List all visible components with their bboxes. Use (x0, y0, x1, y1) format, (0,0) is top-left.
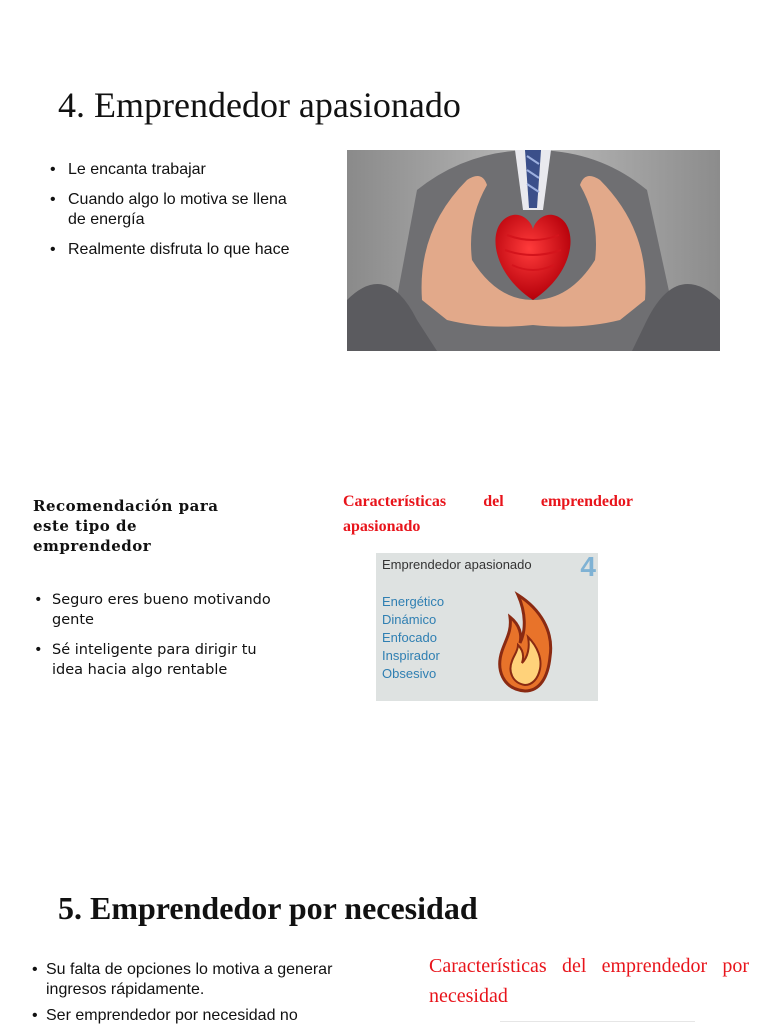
list-item: • Cuando algo lo motiva se llena de energía (48, 190, 298, 230)
trait-item: Inspirador (382, 648, 440, 663)
passionate-entrepreneur-card (376, 553, 598, 701)
flame-icon (496, 591, 554, 695)
section5-bullet-list (32, 960, 362, 1032)
section4-title: 4. Emprendedor apasionado (58, 85, 461, 125)
list-item: • Ser emprendedor por necesidad no (32, 1006, 362, 1026)
list-item: • Realmente disfruta lo que hace (48, 240, 298, 260)
section4-bullet-list (48, 160, 298, 270)
card-title: Emprendedor apasionado (382, 557, 532, 572)
divider (500, 1021, 695, 1022)
recommendation-heading: Recomendación para este tipo de emprendedor (33, 497, 219, 555)
trait-item: Dinámico (382, 612, 437, 627)
section5-title: 5. Emprendedor por necesidad (58, 890, 478, 926)
trait-item: Obsesivo (382, 666, 437, 681)
list-item: • Seguro eres bueno motivando gente (32, 590, 292, 630)
list-item: • Su falta de opciones lo motiva a generar ingresos rápidamente. (32, 960, 362, 1000)
recommendation-bullet-list (32, 590, 292, 690)
card-number: 4 (580, 551, 596, 582)
trait-list (382, 593, 444, 683)
trait-item: Energético (382, 594, 445, 609)
characteristics-caption-5: Características del emprendedor por necesidad (429, 955, 749, 1007)
characteristics-caption-4: Características del emprendedor apasionado (343, 493, 633, 535)
trait-item: Enfocado (382, 630, 437, 645)
list-item: • Sé inteligente para dirigir tu idea hacia algo rentable (32, 640, 292, 680)
heart-hands-photo (347, 150, 720, 351)
list-item: • Le encanta trabajar (48, 160, 298, 180)
